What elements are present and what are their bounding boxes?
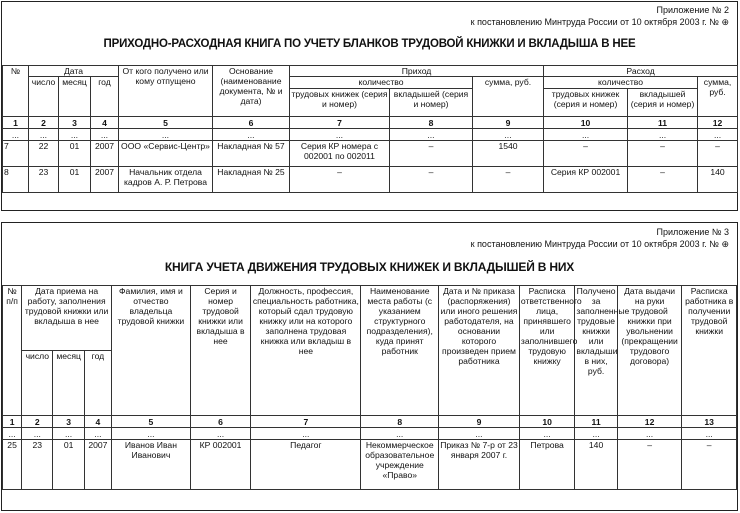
form3-num: 13 [682, 416, 737, 428]
form3-dot: ... [617, 428, 682, 440]
form2-h-no: № [3, 66, 29, 117]
form2-h-day: число [29, 77, 59, 117]
form2-h-expense: Расход [544, 66, 738, 77]
form2-dot: ... [213, 129, 290, 141]
form2-h-income: Приход [290, 66, 544, 77]
form3-cell: – [682, 440, 737, 490]
form3-h-workplace: Наименование места работы (с указанием структурного подразделения), куда принят работник [361, 286, 439, 416]
form2-dot: ... [390, 129, 473, 141]
form3-dots-row [3, 428, 737, 440]
form2-cell: ООО «Сервис-Центр» [119, 141, 213, 167]
form3-h-position: Должность, профессия, специальность работника, который сдал трудовую книжку или на которого заполнена трудовая книжка или вкладыш в нее [251, 286, 361, 416]
form3-num: 1 [3, 416, 22, 428]
form2-dot: ... [290, 129, 390, 141]
form2-h-inserts-out: вкладышей (серия и номер) [628, 89, 698, 117]
form3-appendix-block [471, 226, 729, 250]
form3-table [2, 285, 737, 490]
form2-cell: 1540 [473, 141, 544, 167]
form2-h-qty-in: количество [290, 77, 473, 89]
form2-cell: 23 [29, 167, 59, 193]
form3-num: 9 [439, 416, 520, 428]
form3-num: 2 [22, 416, 53, 428]
form3-cell: Некоммерческое образовательное учреждение «Право» [361, 440, 439, 490]
form3-h-no: № п/п [3, 286, 22, 416]
form2-num: 7 [290, 117, 390, 129]
form2-cell: 2007 [91, 141, 119, 167]
form2-row [3, 141, 738, 167]
form3-cell: 25 [3, 440, 22, 490]
form2-cell: – [544, 141, 628, 167]
form3-cell: – [617, 440, 682, 490]
form3-h-month: месяц [53, 351, 84, 416]
form2-cell: Начальник отдела кадров А. Р. Петрова [119, 167, 213, 193]
form3-col-numbers [3, 416, 737, 428]
form2-num: 6 [213, 117, 290, 129]
form3-num: 5 [112, 416, 191, 428]
form2-h-books-in: трудовых книжек (серия и номер) [290, 89, 390, 117]
form2-dot: ... [628, 129, 698, 141]
form3-cell: Петрова [519, 440, 575, 490]
form2-dot: ... [29, 129, 59, 141]
form3-cell: Педагог [251, 440, 361, 490]
form3-dot: ... [22, 428, 53, 440]
form2-cell: 01 [59, 141, 91, 167]
form3-decree: к постановлению Минтруда России от 10 октября 2003 г. № ⊕ [470, 239, 729, 249]
form2-dot: ... [91, 129, 119, 141]
form3-cell: 140 [575, 440, 617, 490]
form3-cell: Приказ № 7-р от 23 января 2007 г. [439, 440, 520, 490]
form3-h-issue-date: Дата выдачи на руки трудовой книжки при увольнении (прекращении трудового договора) [617, 286, 682, 416]
form3-dot: ... [190, 428, 251, 440]
form2-table [2, 65, 738, 193]
form3-h-day: число [22, 351, 53, 416]
form3-h-order: Дата и № приказа (распоряжения) или иного решения работодателя, на основании которого произведен прием работника [439, 286, 520, 416]
form2-h-books-out: трудовых книжек (серия и номер) [544, 89, 628, 117]
form3-num: 7 [251, 416, 361, 428]
form2-h-date: Дата [29, 66, 119, 77]
form2-cell: – [628, 141, 698, 167]
form2-num: 3 [59, 117, 91, 129]
form2-cell: – [290, 167, 390, 193]
form3-cell: 23 [22, 440, 53, 490]
form3-h-fio: Фамилия, имя и отчество владельца трудовой книжки [112, 286, 191, 416]
form3-row [3, 440, 737, 490]
form2-dot: ... [473, 129, 544, 141]
form2-num: 10 [544, 117, 628, 129]
form3-cell: 2007 [84, 440, 111, 490]
form2-h-sum-in: сумма, руб. [473, 77, 544, 117]
form2-num: 11 [628, 117, 698, 129]
form3-h-received: Получено за заполненные трудовые книжки или вкладыши в них, руб. [575, 286, 617, 416]
form3-appendix: Приложение № 3 [656, 227, 729, 237]
form2-cell: Серия КР 002001 [544, 167, 628, 193]
form3-dot: ... [682, 428, 737, 440]
form3-dot: ... [112, 428, 191, 440]
form3-num: 11 [575, 416, 617, 428]
form3-h-receipt-employee: Расписка работника в получении трудовой книжки [682, 286, 737, 416]
form-2-ledger [1, 1, 738, 211]
form2-cell: Накладная № 25 [213, 167, 290, 193]
form2-h-sum-out: сумма, руб. [698, 77, 738, 117]
form3-num: 8 [361, 416, 439, 428]
form2-cell: 22 [29, 141, 59, 167]
form3-dot: ... [519, 428, 575, 440]
form2-cell: Серия КР номера с 002001 по 002011 [290, 141, 390, 167]
form2-dot: ... [119, 129, 213, 141]
form3-cell: КР 002001 [190, 440, 251, 490]
form2-h-year: год [91, 77, 119, 117]
form2-num: 2 [29, 117, 59, 129]
form3-dot: ... [53, 428, 84, 440]
form3-num: 12 [617, 416, 682, 428]
form3-dot: ... [439, 428, 520, 440]
form2-dot: ... [3, 129, 29, 141]
form2-appendix: Приложение № 2 [656, 5, 729, 15]
form2-cell: Накладная № 57 [213, 141, 290, 167]
form3-cell: 01 [53, 440, 84, 490]
form3-title: КНИГА УЧЕТА ДВИЖЕНИЯ ТРУДОВЫХ КНИЖЕК И ВКЛАДЫШЕЙ В НИХ [164, 260, 575, 274]
form2-h-month: месяц [59, 77, 91, 117]
form2-num: 9 [473, 117, 544, 129]
form2-dot: ... [544, 129, 628, 141]
form3-h-series: Серия и номер трудовой книжки или вкладыша в нее [190, 286, 251, 416]
form2-h-inserts-in: вкладышей (серия и номер) [390, 89, 473, 117]
form2-num: 4 [91, 117, 119, 129]
form2-num: 1 [3, 117, 29, 129]
form2-num: 12 [698, 117, 738, 129]
form2-dot: ... [698, 129, 738, 141]
form-3-ledger [1, 222, 738, 511]
form3-dot: ... [361, 428, 439, 440]
form2-h-qty-out: количество [544, 77, 698, 89]
form2-row [3, 167, 738, 193]
form2-cell: 01 [59, 167, 91, 193]
form2-h-basis: Основание (наименование документа, № и дата) [213, 66, 290, 117]
form2-num: 8 [390, 117, 473, 129]
form3-dot: ... [84, 428, 111, 440]
form3-num: 10 [519, 416, 575, 428]
form3-dot: ... [575, 428, 617, 440]
form2-col-numbers [3, 117, 738, 129]
form2-decree: к постановлению Минтруда России от 10 октября 2003 г. № ⊕ [470, 17, 729, 27]
form2-cell: – [473, 167, 544, 193]
form3-dot: ... [3, 428, 22, 440]
form3-dot: ... [251, 428, 361, 440]
form2-cell: 2007 [91, 167, 119, 193]
form2-cell: 140 [698, 167, 738, 193]
form2-cell: – [628, 167, 698, 193]
form2-cell: 7 [3, 141, 29, 167]
form2-appendix-block [471, 4, 729, 28]
form2-dots-row [3, 129, 738, 141]
form2-cell: – [390, 167, 473, 193]
form3-h-date: Дата приема на работу, заполнения трудовой книжки или вкладыша в нее [22, 286, 112, 351]
form2-cell: 8 [3, 167, 29, 193]
form2-num: 5 [119, 117, 213, 129]
form2-h-from: От кого получено или кому отпущено [119, 66, 213, 117]
form2-cell: – [390, 141, 473, 167]
form3-cell: Иванов Иван Иванович [112, 440, 191, 490]
form2-title: ПРИХОДНО-РАСХОДНАЯ КНИГА ПО УЧЕТУ БЛАНКОВ ТРУДОВОЙ КНИЖКИ И ВКЛАДЫША В НЕЕ [103, 38, 636, 50]
form3-h-receipt: Расписка ответственного лица, принявшего или заполнившего трудовую книжку [519, 286, 575, 416]
form3-num: 6 [190, 416, 251, 428]
form3-h-year: год [84, 351, 111, 416]
form2-dot: ... [59, 129, 91, 141]
form3-num: 3 [53, 416, 84, 428]
form2-cell: – [698, 141, 738, 167]
form3-num: 4 [84, 416, 111, 428]
